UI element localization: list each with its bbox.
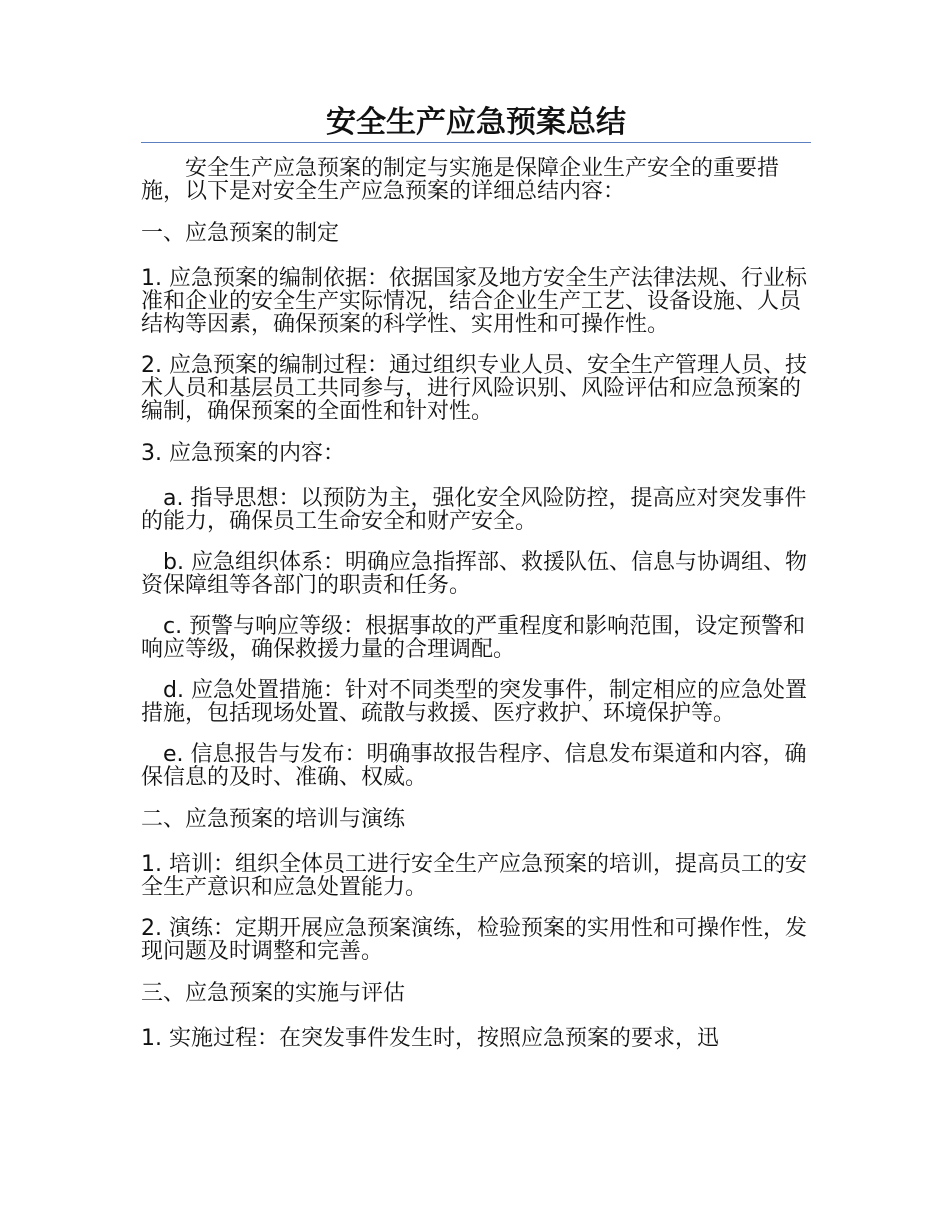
list-item: d. 应急处置措施：针对不同类型的突发事件，制定相应的应急处置措施，包括现场处置、疏散与救援、医疗救护、环境保护等。 [141, 678, 807, 726]
list-item: c. 预警与响应等级：根据事故的严重程度和影响范围，设定预警和响应等级，确保救援力量的合理调配。 [141, 614, 806, 662]
section-heading: 三、应急预案的实施与评估 [141, 981, 406, 1006]
paragraph: 1. 应急预案的编制依据：依据国家及地方安全生产法律法规、行业标准和企业的安全生产实际情况，结合企业生产工艺、设备设施、人员结构等因素，确保预案的科学性、实用性和可操作性。 [141, 266, 807, 337]
paragraph: 2. 应急预案的编制过程：通过组织专业人员、安全生产管理人员、技术人员和基层员工共同参与，进行风险识别、风险评估和应急预案的编制，确保预案的全面性和针对性。 [141, 353, 807, 424]
paragraph: 2. 演练：定期开展应急预案演练，检验预案的实用性和可操作性，发现问题及时调整和完善。 [141, 916, 807, 964]
paragraph: 1. 实施过程：在突发事件发生时，按照应急预案的要求，迅 [141, 1026, 719, 1051]
document-body [141, 104, 811, 1068]
list-item: b. 应急组织体系：明确应急指挥部、救援队伍、信息与协调组、物资保障组等各部门的职责和任务。 [141, 550, 807, 598]
section-heading: 一、应急预案的制定 [141, 221, 340, 246]
section-heading: 二、应急预案的培训与演练 [141, 807, 406, 832]
paragraph: 1. 培训：组织全体员工进行安全生产应急预案的培训，提高员工的安全生产意识和应急处置能力。 [141, 852, 807, 900]
list-item: e. 信息报告与发布：明确事故报告程序、信息发布渠道和内容，确保信息的及时、准确、权威。 [141, 742, 807, 790]
title-underline [141, 142, 811, 143]
document-title: 安全生产应急预案总结 [326, 105, 626, 140]
paragraph: 3. 应急预案的内容： [141, 441, 345, 466]
intro-paragraph: 安全生产应急预案的制定与实施是保障企业生产安全的重要措施，以下是对安全生产应急预案的详细总结内容： [141, 156, 780, 204]
list-item: a. 指导思想：以预防为主，强化安全风险防控，提高应对突发事件的能力，确保员工生命安全和财产安全。 [141, 486, 807, 534]
